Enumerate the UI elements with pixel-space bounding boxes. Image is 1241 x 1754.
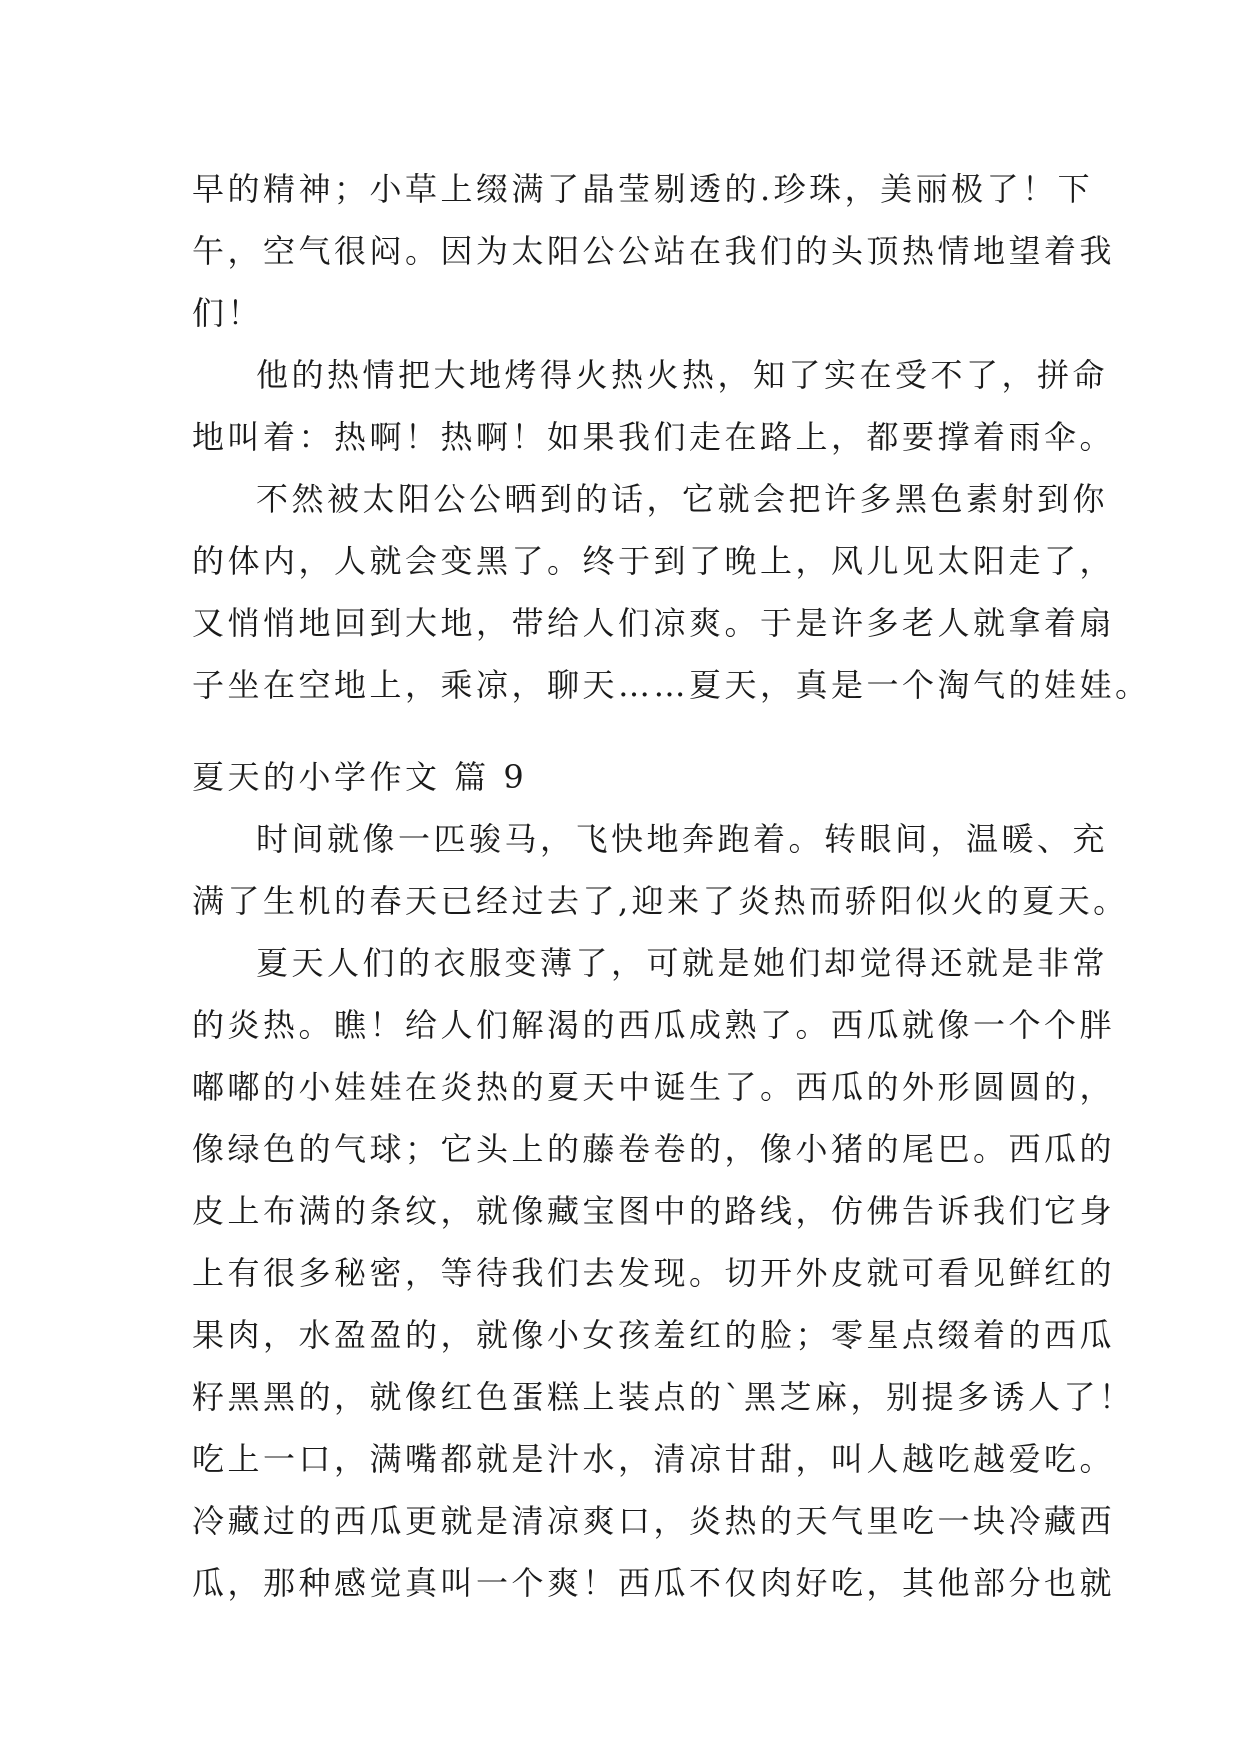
paragraph — [192, 468, 1151, 716]
text-line: 时间就像一匹骏马，飞快地奔跑着。转眼间，温暖、充 — [256, 820, 1109, 858]
paragraph — [192, 158, 1116, 344]
text-line: 籽黑黑的，就像红色蛋糕上装点的`黑芝麻，别提多诱人了！ — [192, 1378, 1135, 1416]
text-line: 上有很多秘密，等待我们去发现。切开外皮就可看见鲜红的 — [192, 1254, 1116, 1292]
section-spacer — [192, 716, 1050, 746]
text-line: 的体内，人就会变黑了。终于到了晚上，风儿见太阳走了， — [192, 542, 1116, 580]
text-line: 冷藏过的西瓜更就是清凉爽口，炎热的天气里吃一块冷藏西 — [192, 1502, 1116, 1540]
text-line: 皮上布满的条纹，就像藏宝图中的路线，仿佛告诉我们它身 — [192, 1192, 1116, 1230]
paragraph — [192, 932, 1135, 1614]
text-line: 又悄悄地回到大地，带给人们凉爽。于是许多老人就拿着扇 — [192, 604, 1116, 642]
text-line: 早的精神；小草上缀满了晶莹剔透的.珍珠，美丽极了！下 — [192, 170, 1094, 208]
paragraph — [192, 344, 1116, 468]
text-line: 满了生机的春天已经过去了,迎来了炎热而骄阳似火的夏天。 — [192, 882, 1129, 920]
text-line: 们！ — [192, 294, 264, 332]
text-line: 果肉，水盈盈的，就像小女孩羞红的脸；零星点缀着的西瓜 — [192, 1316, 1116, 1354]
text-line: 的炎热。瞧！给人们解渴的西瓜成熟了。西瓜就像一个个胖 — [192, 1006, 1116, 1044]
text-line: 不然被太阳公公晒到的话，它就会把许多黑色素射到你 — [256, 480, 1109, 518]
text-line: 午，空气很闷。因为太阳公公站在我们的头顶热情地望着我 — [192, 232, 1116, 270]
paragraph — [192, 808, 1129, 932]
text-line: 子坐在空地上，乘凉，聊天……夏天，真是一个淘气的娃娃。 — [192, 666, 1151, 704]
text-line: 嘟嘟的小娃娃在炎热的夏天中诞生了。西瓜的外形圆圆的， — [192, 1068, 1116, 1106]
text-line: 地叫着：热啊！热啊！如果我们走在路上，都要撑着雨伞。 — [192, 418, 1116, 456]
text-line: 吃上一口，满嘴都就是汁水，清凉甘甜，叫人越吃越爱吃。 — [192, 1440, 1116, 1478]
text-line: 像绿色的气球；它头上的藤卷卷的，像小猪的尾巴。西瓜的 — [192, 1130, 1116, 1168]
section-heading: 夏天的小学作文 篇 9 — [192, 758, 528, 796]
text-line: 夏天人们的衣服变薄了，可就是她们却觉得还就是非常 — [256, 944, 1109, 982]
text-line: 他的热情把大地烤得火热火热，知了实在受不了，拼命 — [256, 356, 1109, 394]
text-line: 瓜，那种感觉真叫一个爽！西瓜不仅肉好吃，其他部分也就 — [192, 1564, 1116, 1602]
document-page — [192, 158, 1151, 1614]
